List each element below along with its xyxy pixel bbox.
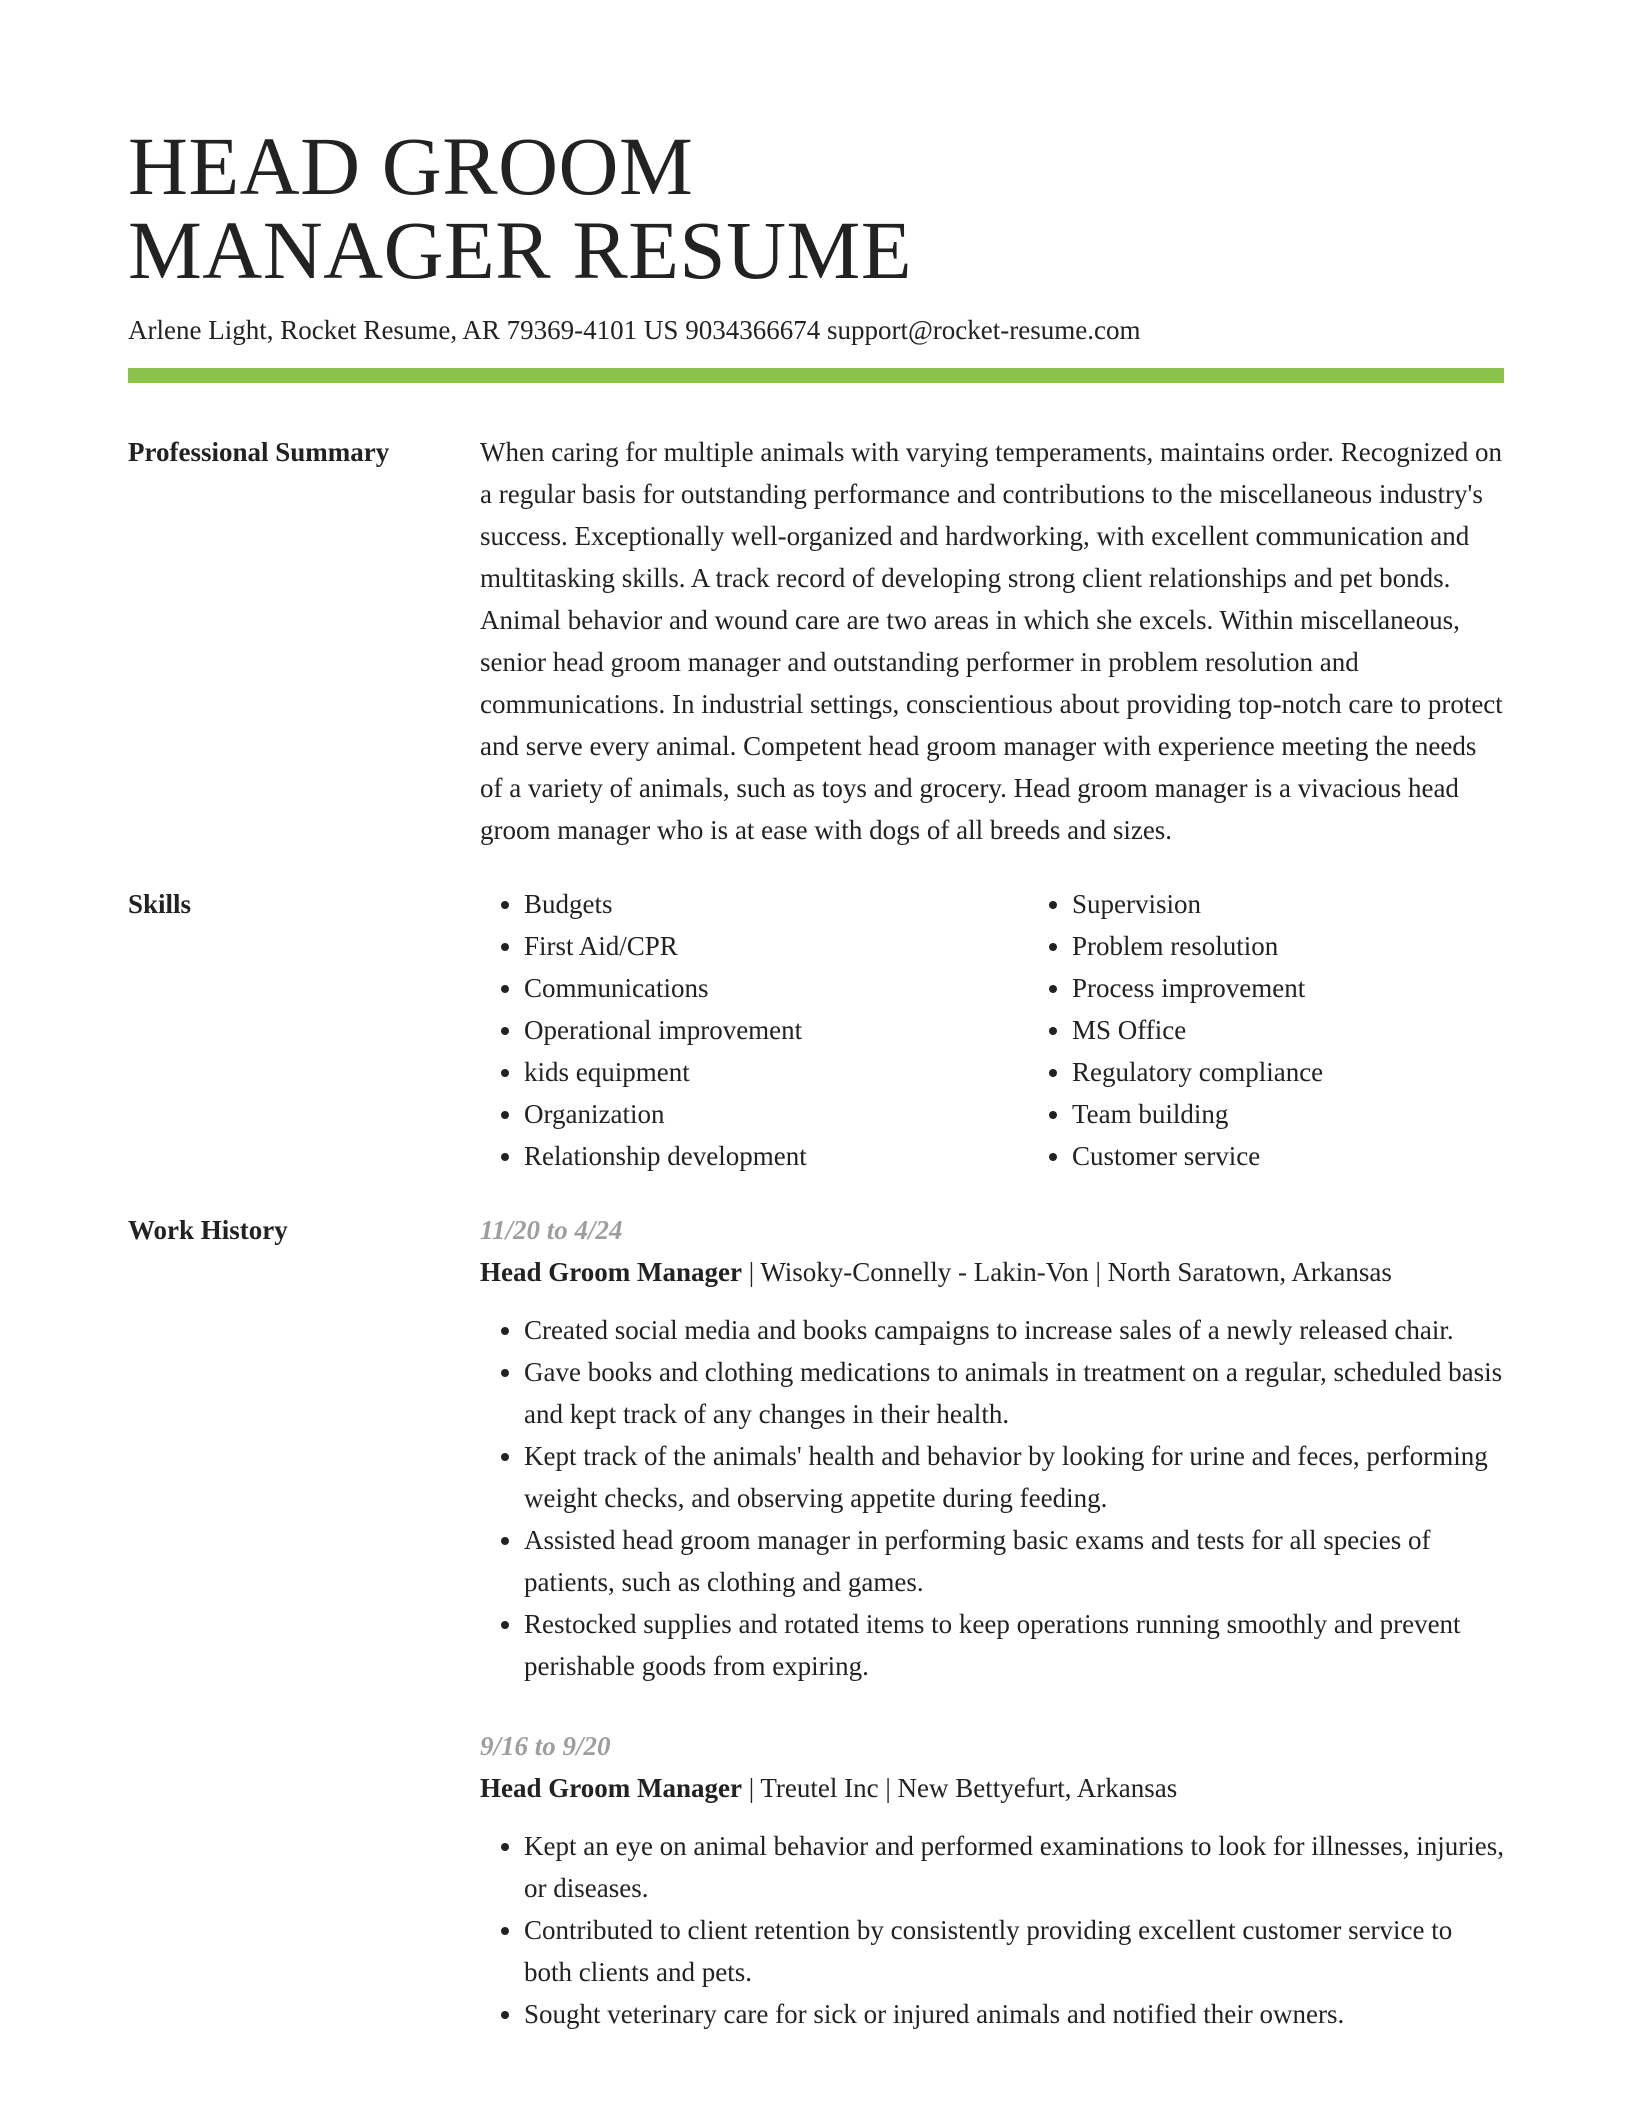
- skill-item: • Organization: [524, 1093, 1028, 1135]
- resume-page: [128, 0, 1504, 2035]
- skills-body: [480, 883, 1576, 1177]
- job-bullet: • Created social media and books campaigns to increase sales of a newly released chair.: [524, 1309, 1504, 1351]
- job-heading: [480, 1251, 1504, 1293]
- skills-list-right: [1028, 883, 1576, 1177]
- resume-title-line-1: HEAD GROOM: [128, 120, 694, 212]
- skill-item: • Supervision: [1072, 883, 1576, 925]
- job-dates: 9/16 to 9/20: [480, 1731, 611, 1761]
- accent-divider: [128, 368, 1504, 383]
- job-bullet: • Kept an eye on animal behavior and performed examinations to look for illnesses, injuries, or diseases.: [524, 1825, 1504, 1909]
- job-entry: [480, 1725, 1504, 2035]
- summary-text: When caring for multiple animals with varying temperaments, maintains order. Recognized on a regular basis for outstanding performance and contributions to the miscellaneous industry's success. Exceptionally well-organized and hardworking, with excellent communication and multitasking skills. A track record of developing strong client relationships and pet bonds. Animal behavior and wound care are two areas in which she excels. Within miscellaneous, senior head groom manager and outstanding performer in problem resolution and communications. In industrial settings, conscientious about providing top-notch care to protect and serve every animal. Competent head groom manager with experience meeting the needs of a variety of animals, such as toys and grocery. Head groom manager is a vivacious head groom manager who is at ease with dogs of all breeds and sizes.: [480, 437, 1503, 845]
- skill-item: • Process improvement: [1072, 967, 1576, 1009]
- job-title: Head Groom Manager: [480, 1257, 742, 1287]
- job-employer-location: | Treutel Inc | New Bettyefurt, Arkansas: [741, 1773, 1178, 1803]
- skill-item: • Budgets: [524, 883, 1028, 925]
- skills-section: [128, 883, 1504, 1177]
- job-bullet: • Assisted head groom manager in performing basic exams and tests for all species of patients, such as clothing and games.: [524, 1519, 1504, 1603]
- job-bullet-list: [480, 1825, 1504, 2035]
- skill-item: • Customer service: [1072, 1135, 1576, 1177]
- skills-columns: [480, 883, 1576, 1177]
- job-bullet: • Kept track of the animals' health and behavior by looking for urine and feces, performing weight checks, and observing appetite during feeding.: [524, 1435, 1504, 1519]
- job-bullet: • Gave books and clothing medications to animals in treatment on a regular, scheduled basis and kept track of any changes in their health.: [524, 1351, 1504, 1435]
- skill-item: • First Aid/CPR: [524, 925, 1028, 967]
- skill-item: • kids equipment: [524, 1051, 1028, 1093]
- job-dates: 11/20 to 4/24: [480, 1215, 623, 1245]
- work-history-section: [128, 1209, 1504, 2035]
- resume-title-line-2: MANAGER RESUME: [128, 204, 913, 296]
- skills-label: Skills: [128, 889, 192, 919]
- summary-section: [128, 431, 1504, 851]
- job-bullet: • Sought veterinary care for sick or injured animals and notified their owners.: [524, 1993, 1504, 2035]
- skill-item: • MS Office: [1072, 1009, 1576, 1051]
- skill-item: • Operational improvement: [524, 1009, 1028, 1051]
- job-title: Head Groom Manager: [480, 1773, 742, 1803]
- summary-body: [480, 431, 1504, 851]
- skills-list-left: [480, 883, 1028, 1177]
- job-heading: [480, 1767, 1504, 1809]
- job-bullet-list: [480, 1309, 1504, 1687]
- contact-info: Arlene Light, Rocket Resume, AR 79369-4101 US 9034366674 support@rocket-resume.com: [128, 315, 1141, 345]
- skill-item: • Communications: [524, 967, 1028, 1009]
- job-employer-location: | Wisoky-Connelly - Lakin-Von | North Saratown, Arkansas: [741, 1257, 1392, 1287]
- skill-item: • Team building: [1072, 1093, 1576, 1135]
- resume-title: [128, 0, 1504, 296]
- summary-label: Professional Summary: [128, 437, 390, 467]
- job-bullet: • Contributed to client retention by consistently providing excellent customer service to both clients and pets.: [524, 1909, 1504, 1993]
- work-history-label: Work History: [128, 1215, 288, 1245]
- job-bullet: • Restocked supplies and rotated items to keep operations running smoothly and prevent perishable goods from expiring.: [524, 1603, 1504, 1687]
- skill-item: • Regulatory compliance: [1072, 1051, 1576, 1093]
- skill-item: • Relationship development: [524, 1135, 1028, 1177]
- skill-item: • Problem resolution: [1072, 925, 1576, 967]
- job-entry: [480, 1209, 1504, 1687]
- work-history-body: [480, 1209, 1504, 2035]
